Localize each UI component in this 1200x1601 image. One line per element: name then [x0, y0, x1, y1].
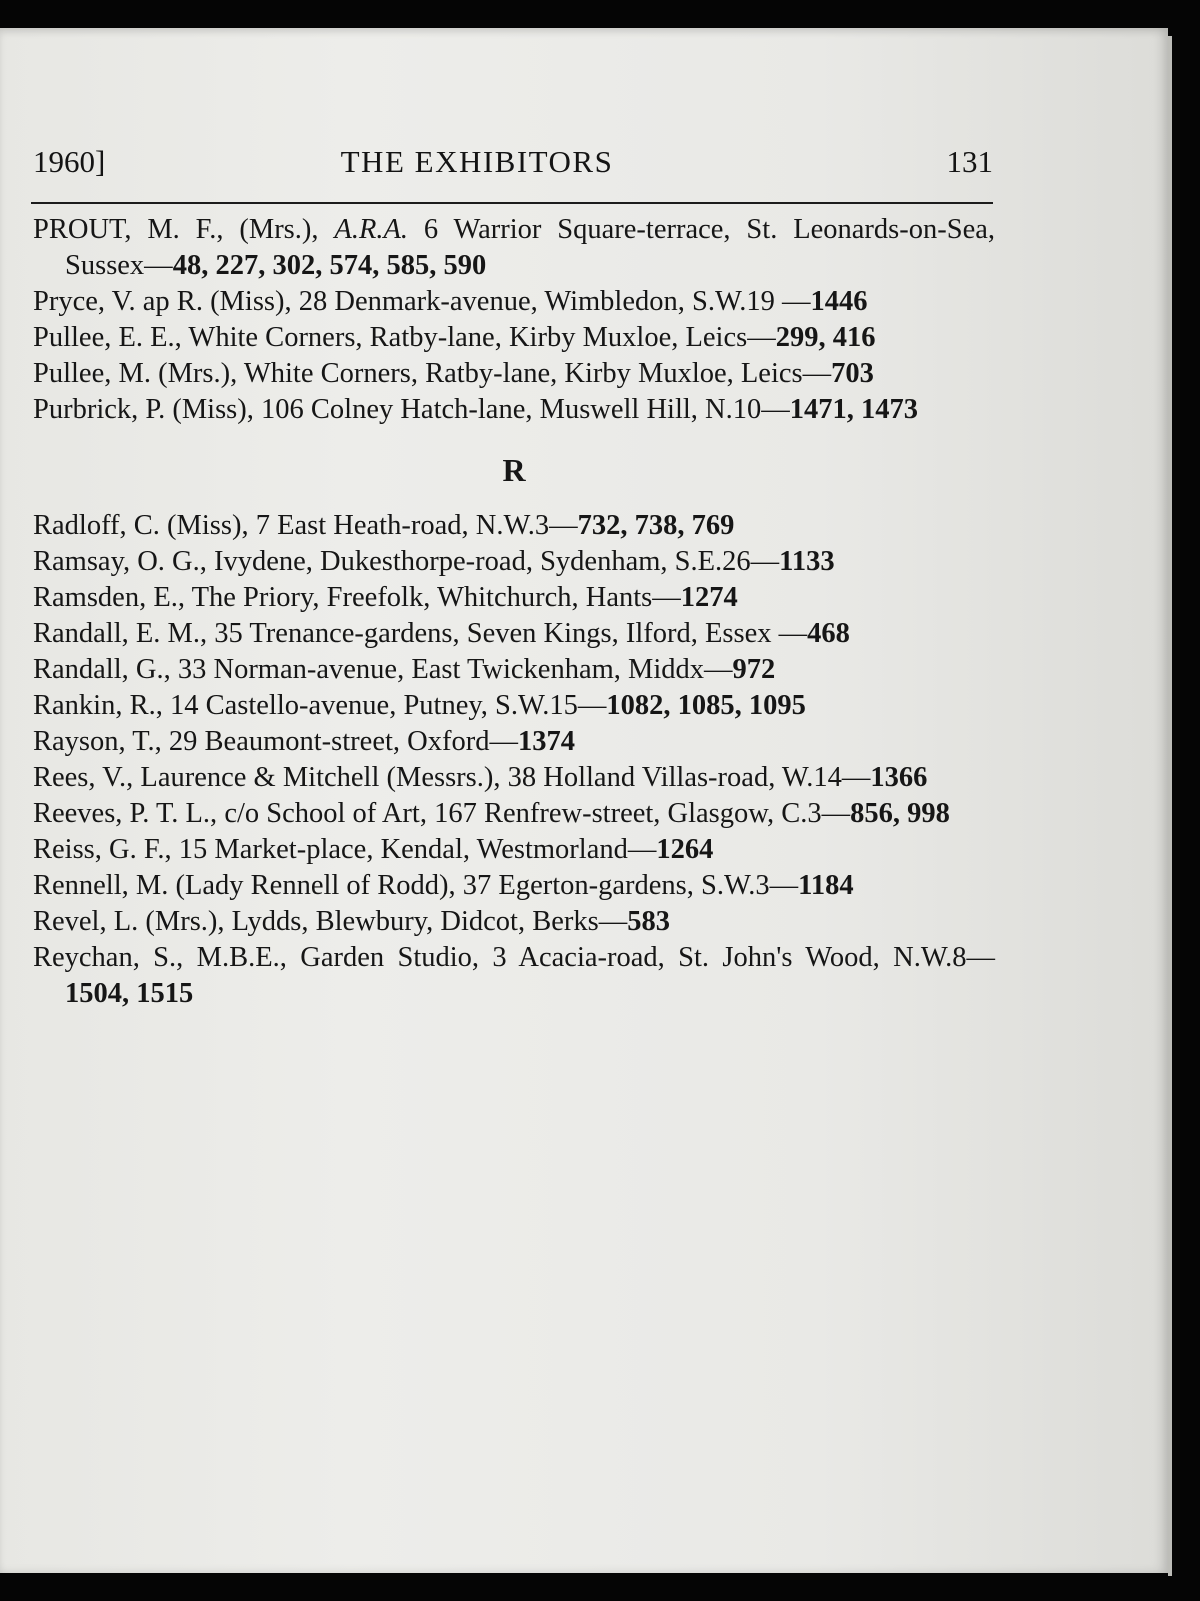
catalogue-numbers: 1446 — [810, 286, 868, 317]
exhibitor-entry — [33, 544, 995, 580]
exhibitor-entry — [33, 796, 995, 832]
catalogue-numbers: 1184 — [798, 870, 854, 901]
exhibitor-address: 33 Norman-avenue, East Twickenham, Middx— — [177, 654, 733, 685]
exhibitor-name: Revel, L. (Mrs.), — [33, 906, 232, 937]
catalogue-numbers: 732, 738, 769 — [577, 510, 735, 541]
exhibitor-address: 15 Market-place, Kendal, Westmorland— — [178, 834, 657, 865]
exhibitor-address: 35 Trenance-gardens, Seven Kings, Ilford, Essex — — [214, 618, 808, 649]
entries-after-section — [33, 508, 995, 1012]
catalogue-numbers: 1374 — [517, 726, 575, 757]
exhibitor-entry — [33, 688, 995, 724]
exhibitor-name: Reiss, G. F., — [33, 834, 179, 865]
exhibitor-address: Lydds, Blewbury, Didcot, Berks— — [231, 906, 628, 937]
page-number: 131 — [946, 144, 993, 179]
catalogue-numbers: 1366 — [870, 762, 928, 793]
exhibitor-entry — [33, 508, 995, 544]
entries-before-section — [33, 212, 995, 428]
exhibitor-name: Randall, G., — [33, 654, 178, 685]
header-rule — [31, 202, 993, 204]
catalogue-numbers: 1504, 1515 — [65, 978, 194, 1009]
exhibitor-entry — [33, 904, 995, 940]
exhibitor-address: White Corners, Ratby-lane, Kirby Muxloe, Leics— — [188, 322, 776, 353]
catalogue-numbers: 1274 — [680, 582, 738, 613]
exhibitor-entry — [33, 760, 995, 796]
exhibitor-address: Garden Studio, 3 Acacia-road, St. John's Wood, N.W.8— — [300, 942, 995, 973]
exhibitor-name: Ramsden, E., — [33, 582, 192, 613]
exhibitor-address: The Priory, Freefolk, Whitchurch, Hants— — [191, 582, 681, 613]
exhibitor-list — [33, 212, 995, 1012]
exhibitor-name: Rennell, M. (Lady Rennell of Rodd), — [33, 870, 463, 901]
exhibitor-address: 7 East Heath-road, N.W.3— — [255, 510, 578, 541]
exhibitor-name: Reychan, S., M.B.E., — [33, 942, 301, 973]
exhibitor-address: 37 Egerton-gardens, S.W.3— — [462, 870, 799, 901]
exhibitor-name: Purbrick, P. (Miss), — [33, 394, 262, 425]
catalogue-numbers: 1264 — [656, 834, 714, 865]
exhibitor-address: 14 Castello-avenue, Putney, S.W.15— — [169, 690, 607, 721]
exhibitor-entry — [33, 392, 995, 428]
catalogue-numbers: 583 — [627, 906, 670, 937]
exhibitor-entry — [33, 356, 995, 392]
exhibitor-entry — [33, 284, 995, 320]
exhibitor-entry — [33, 580, 995, 616]
exhibitor-entry — [33, 320, 995, 356]
exhibitor-address: 38 Holland Villas-road, W.14— — [507, 762, 871, 793]
exhibitor-name: Pryce, V. ap R. (Miss), — [33, 286, 299, 317]
catalogue-numbers: 972 — [732, 654, 776, 685]
catalogue-numbers: 703 — [831, 358, 874, 389]
exhibitor-name: Pullee, M. (Mrs.), — [33, 358, 244, 389]
catalogue-numbers: 48, 227, 302, 574, 585, 590 — [172, 250, 487, 281]
page-edge — [1168, 36, 1172, 1576]
exhibitor-address: 29 Beaumont-street, Oxford— — [168, 726, 518, 757]
exhibitor-name: Radloff, C. (Miss), — [33, 510, 256, 541]
exhibitor-entry — [33, 616, 995, 652]
exhibitor-address: Ivydene, Dukesthorpe-road, Sydenham, S.E.26— — [214, 546, 780, 577]
exhibitor-entry — [33, 868, 995, 904]
exhibitor-name: PROUT, M. F., (Mrs.), — [33, 214, 335, 245]
exhibitor-address: 6 Warrior Square-terrace, St. Leonards-on-Sea, Sussex— — [65, 214, 995, 281]
running-header — [33, 140, 993, 184]
exhibitor-name: Pullee, E. E., — [33, 322, 189, 353]
exhibitor-address: White Corners, Ratby-lane, Kirby Muxloe, Leics— — [243, 358, 832, 389]
exhibitor-name: Rayson, T., — [33, 726, 169, 757]
catalogue-numbers: 856, 998 — [850, 798, 950, 829]
catalogue-numbers: 1471, 1473 — [789, 394, 919, 425]
exhibitor-name: Rees, V., Laurence & Mitchell (Messrs.), — [33, 762, 508, 793]
exhibitor-address: 106 Colney Hatch-lane, Muswell Hill, N.10— — [261, 394, 790, 425]
section-letter: R — [502, 452, 526, 488]
exhibitor-address: 28 Denmark-avenue, Wimbledon, S.W.19 — — [298, 286, 811, 317]
exhibitor-entry — [33, 832, 995, 868]
exhibitor-honours: A.R.A. — [334, 214, 424, 245]
exhibitor-entry — [33, 724, 995, 760]
header-year: 1960] — [33, 144, 106, 179]
header-title: THE EXHIBITORS — [340, 144, 614, 179]
exhibitor-name: Rankin, R., — [33, 690, 170, 721]
exhibitor-entry — [33, 212, 995, 284]
exhibitor-address: c/o School of Art, 167 Renfrew-street, Glasgow, C.3— — [224, 798, 851, 829]
catalogue-numbers: 1082, 1085, 1095 — [606, 690, 806, 721]
exhibitor-entry — [33, 940, 995, 1012]
exhibitor-name: Randall, E. M., — [33, 618, 215, 649]
catalogue-numbers: 299, 416 — [775, 322, 876, 353]
exhibitor-entry — [33, 652, 995, 688]
exhibitor-name: Reeves, P. T. L., — [33, 798, 225, 829]
catalogue-numbers: 468 — [807, 618, 850, 649]
exhibitor-name: Ramsay, O. G., — [33, 546, 215, 577]
catalogue-numbers: 1133 — [779, 546, 835, 577]
